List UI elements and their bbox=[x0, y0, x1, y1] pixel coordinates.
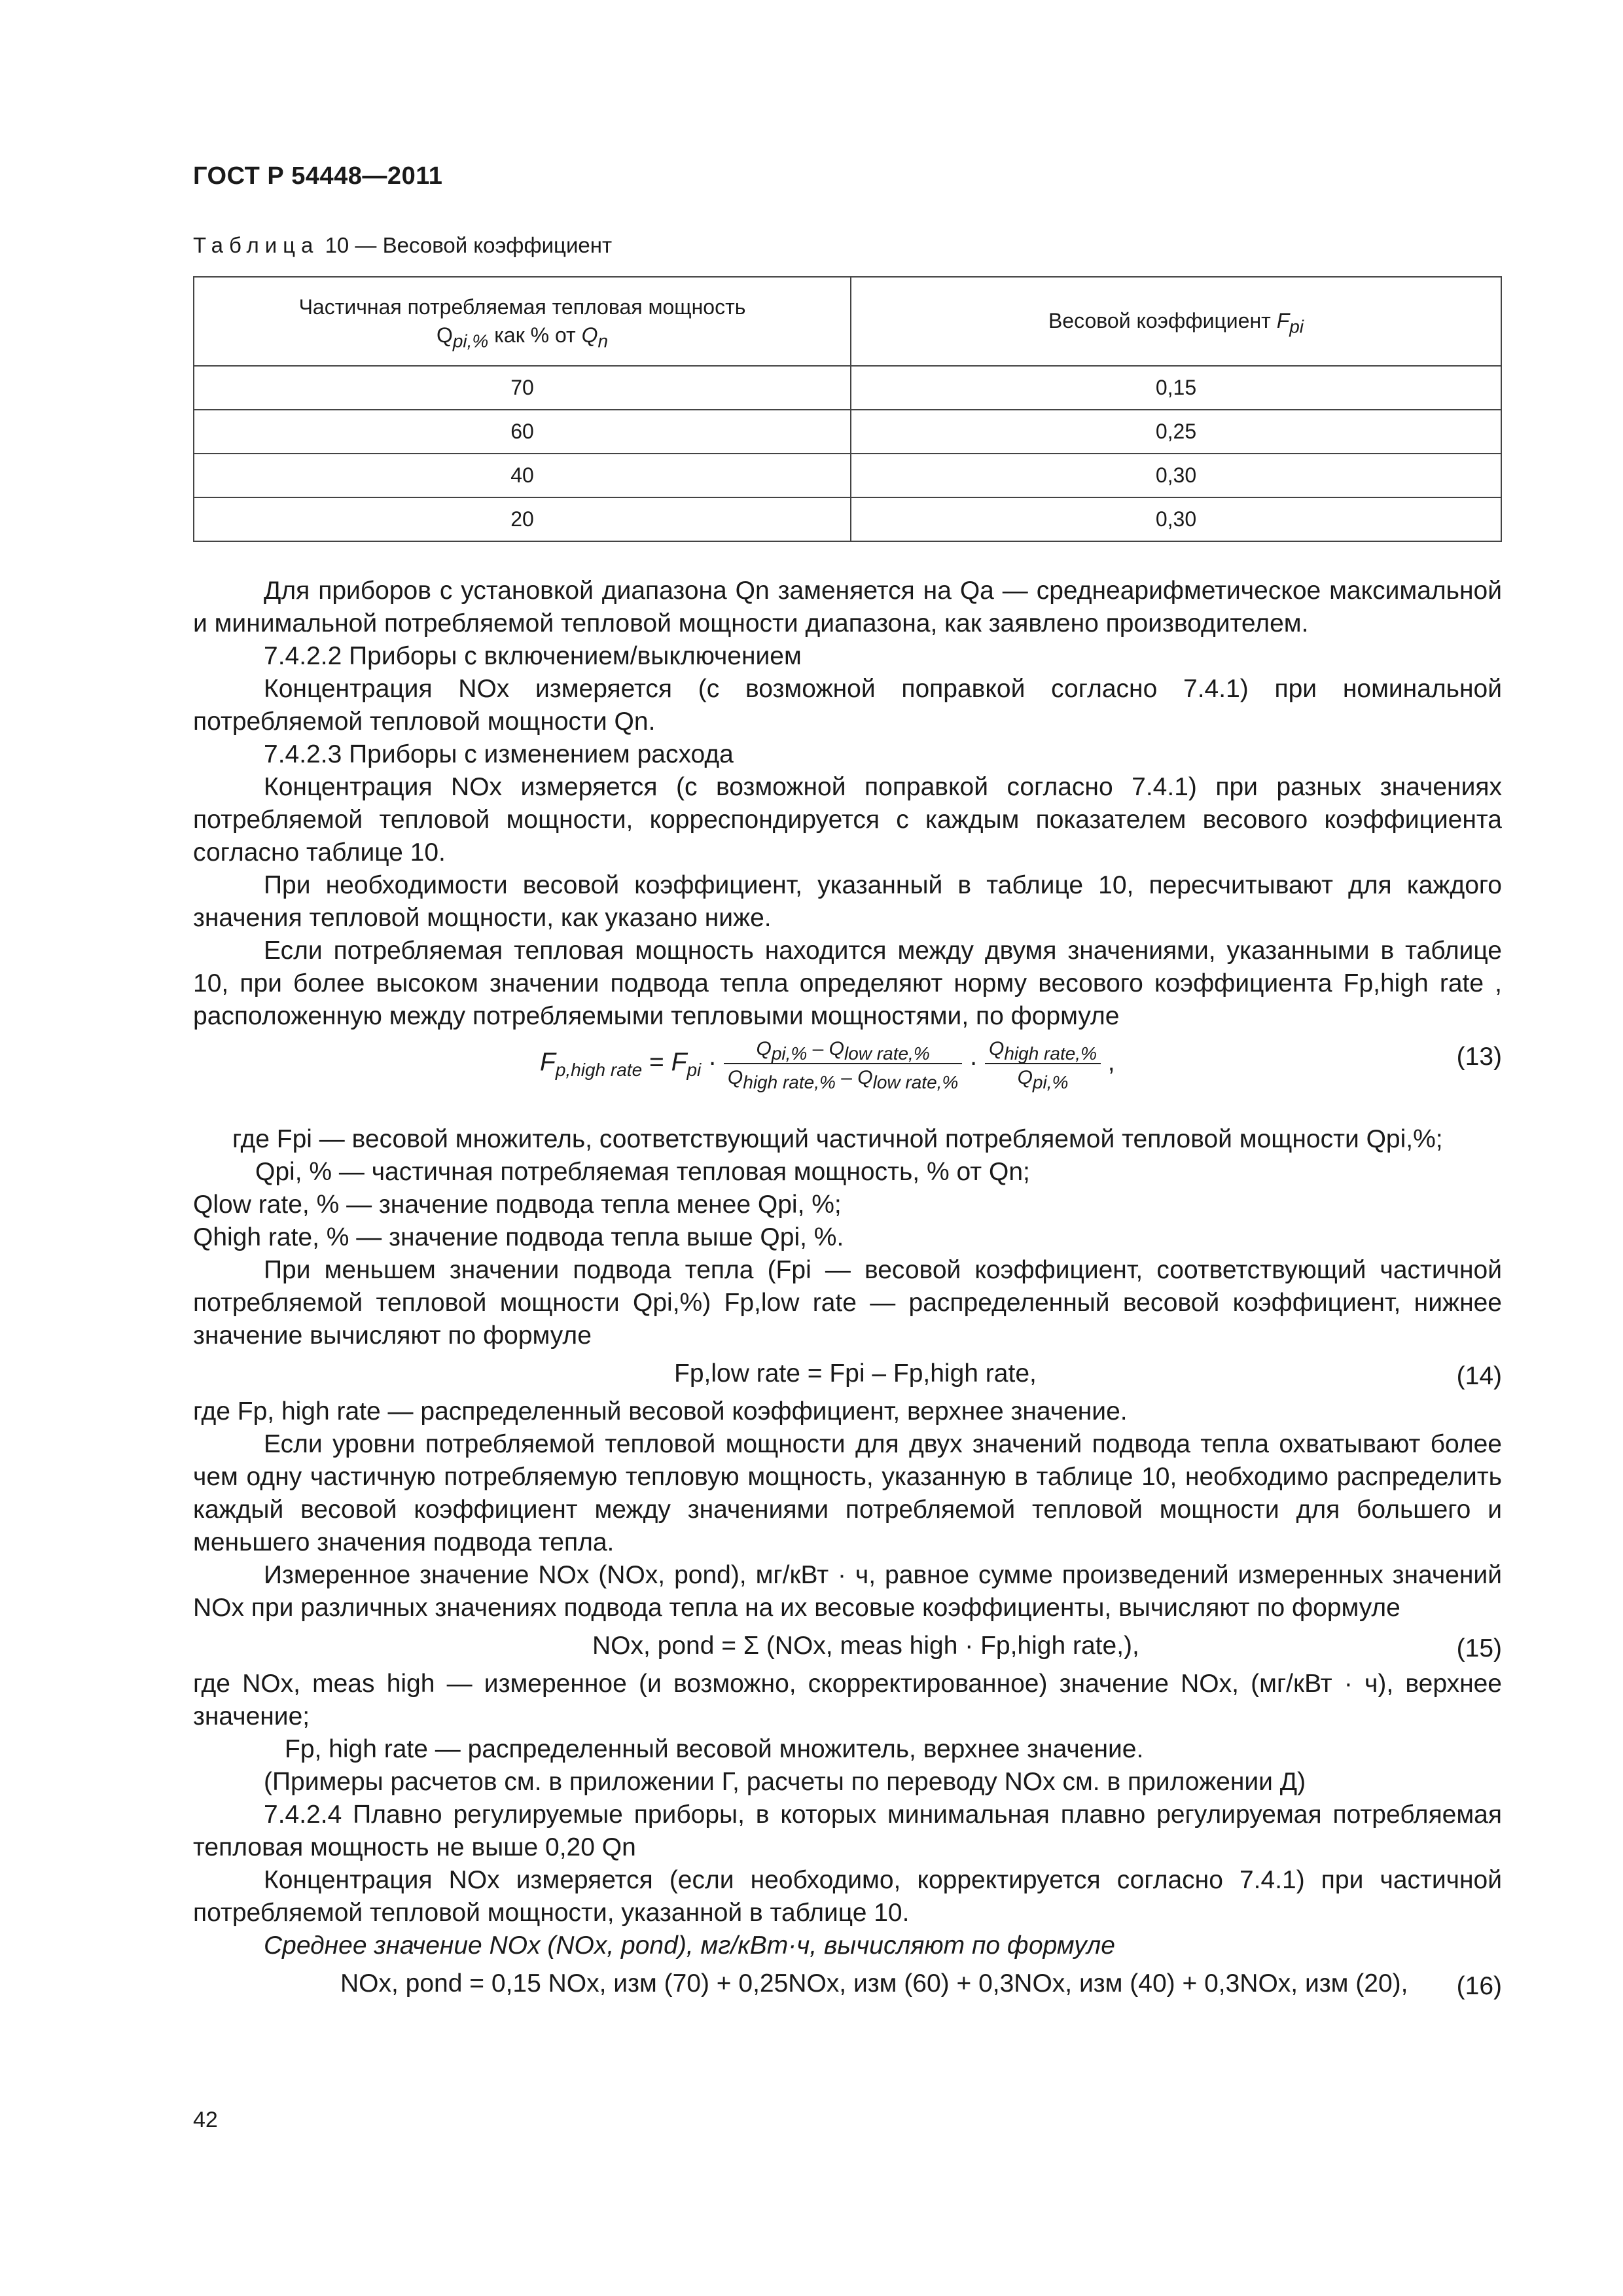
cell-power: 20 bbox=[194, 497, 851, 541]
where-clause: где NOx, meas high — измеренное (и возможно, скорректированное) значение NOx, (мг/кВт · ч), верхнее значение; bbox=[193, 1670, 1502, 1731]
weight-coefficient-table bbox=[193, 276, 1502, 542]
table-caption-word: Таблица bbox=[193, 233, 319, 257]
paragraph: Измеренное значение NOx (NOx, pond), мг/кВт · ч, равное сумме произведений измеренных значений NOx при различных значениях подвода тепла на их весовые коэффициенты, вычисляют по формуле bbox=[193, 1561, 1502, 1622]
cell-weight: 0,30 bbox=[851, 454, 1501, 497]
formula-15 bbox=[193, 1624, 1502, 1668]
equation-number-14: (14) bbox=[1456, 1362, 1502, 1390]
where-clause: где Fp, high rate — распределенный весовой коэффициент, верхнее значение. bbox=[193, 1397, 1128, 1426]
cell-weight: 0,15 bbox=[851, 366, 1501, 410]
section-heading: 7.4.2.2 Приборы с включением/выключением bbox=[264, 642, 802, 670]
document-body bbox=[193, 575, 1502, 2005]
paragraph: Для приборов с установкой диапазона Qn заменяется на Qa — среднеарифметическое максимальной и минимальной потребляемой тепловой мощности диапазона, как заявлено производителем. bbox=[193, 577, 1502, 637]
where-clause: Qpi, % — частичная потребляемая тепловая мощность, % от Qn; bbox=[255, 1158, 1030, 1186]
formula-15-expression: NOx, pond = Σ (NOx, meas high · Fp,high rate,), bbox=[592, 1632, 1139, 1660]
where-clause: Fp, high rate — распределенный весовой множитель, верхнее значение. bbox=[285, 1735, 1144, 1763]
cell-power: 70 bbox=[194, 366, 851, 410]
paragraph: Среднее значение NOx (NOx, pond), мг/кВт·ч, вычисляют по формуле bbox=[264, 1931, 1115, 1960]
equation-number-16: (16) bbox=[1456, 1972, 1502, 2000]
where-clause: Qlow rate, % — значение подвода тепла менее Qpi, %; bbox=[193, 1191, 842, 1219]
header-partial-power: Частичная потребляемая тепловая мощность $Q_{pi,\%}$ как % от $Q_n$ bbox=[194, 277, 851, 366]
cell-weight: 0,30 bbox=[851, 497, 1501, 541]
table-caption-title: 10 — Весовой коэффициент bbox=[325, 233, 613, 257]
where-clause: Qhigh rate, % — значение подвода тепла выше Qpi, %. bbox=[193, 1223, 844, 1251]
formula-13 bbox=[193, 1033, 1502, 1123]
table-row bbox=[194, 410, 1501, 454]
table-row bbox=[194, 454, 1501, 497]
formula-13-fraction-1: $\frac{Q_{pi,\%} - Q_{low rate,\%}}{Q_{high rate,\%} - Q_{low rate,\%}}$ bbox=[724, 1035, 962, 1092]
document-code: ГОСТ Р 54448—2011 bbox=[193, 162, 443, 190]
paragraph: При меньшем значении подвода тепла (Fpi — весовой коэффициент, соответствующий частичной потребляемой тепловой мощности Qpi,%) Fp,low rate — распределенный весовой коэффициент, нижнее значение вычисляют по формуле bbox=[193, 1256, 1502, 1350]
page-number: 42 bbox=[193, 2108, 218, 2132]
paragraph: Концентрация NOx измеряется (с возможной поправкой согласно 7.4.1) при номинальной потребляемой тепловой мощности Qn. bbox=[193, 675, 1502, 736]
formula-13-fraction-2: $\frac{Q_{high rate,\%}}{Q_{pi,\%}}$ bbox=[985, 1035, 1101, 1092]
where-clause: где Fpi — весовой множитель, соответствующий частичной потребляемой тепловой мощности Qpi,%; bbox=[232, 1125, 1443, 1153]
table-header-row bbox=[194, 277, 1501, 366]
paragraph: Если уровни потребляемой тепловой мощности для двух значений подвода тепла охватывают более чем одну частичную потребляемую тепловую мощность, указанную в таблице 10, необходимо распределить каждый весовой коэффициент между значениями потребляемой тепловой мощности для большего и меньшего значения подвода тепла. bbox=[193, 1430, 1502, 1556]
equation-number-15: (15) bbox=[1456, 1634, 1502, 1662]
formula-14-expression: Fp,low rate = Fpi – Fp,high rate, bbox=[674, 1359, 1037, 1388]
table-row bbox=[194, 366, 1501, 410]
formula-16-expression: NOx, pond = 0,15 NOx, изм (70) + 0,25NOx, изм (60) + 0,3NOx, изм (40) + 0,3NOx, изм (20), bbox=[340, 1969, 1408, 1998]
paragraph: Концентрация NOx измеряется (с возможной поправкой согласно 7.4.1) при разных значениях потребляемой тепловой мощности, корреспондируется с каждым показателем весового коэффициента согласно таблице 10. bbox=[193, 773, 1502, 867]
section-heading: 7.4.2.3 Приборы с изменением расхода bbox=[264, 740, 734, 768]
paragraph: (Примеры расчетов см. в приложении Г, расчеты по переводу NOx см. в приложении Д) bbox=[264, 1768, 1306, 1796]
section-heading: 7.4.2.4 Плавно регулируемые приборы, в которых минимальная плавно регулируемая потребляемая тепловая мощность не выше 0,20 Qn bbox=[193, 1801, 1502, 1861]
paragraph: Концентрация NOx измеряется (если необходимо, корректируется согласно 7.4.1) при частичной потребляемой тепловой мощности, указанной в таблице 10. bbox=[193, 1866, 1502, 1927]
formula-16 bbox=[193, 1962, 1502, 2005]
cell-power: 60 bbox=[194, 410, 851, 454]
cell-power: 40 bbox=[194, 454, 851, 497]
equation-number-13: (13) bbox=[1456, 1043, 1502, 1071]
cell-weight: 0,25 bbox=[851, 410, 1501, 454]
table-caption bbox=[193, 233, 612, 258]
formula-13-expression: $F_{p,high rate} = F_{pi}$ · $\frac{Q_{pi,\%} - Q_{low rate,\%}}{Q_{high rate,\%} - Q_{low rate,\%}}$ · $\frac{Q_{high rate,\%}}{Q_{pi,\%}}$ , bbox=[540, 1035, 1115, 1092]
formula-14 bbox=[193, 1352, 1502, 1395]
paragraph: Если потребляемая тепловая мощность находится между двумя значениями, указанными в таблице 10, при более высоком значении подвода тепла определяют норму весового коэффициента Fp,high rate , расположенную между потребляемыми тепловыми мощностями, по формуле bbox=[193, 937, 1502, 1030]
paragraph: При необходимости весовой коэффициент, указанный в таблице 10, пересчитывают для каждого значения тепловой мощности, как указано ниже. bbox=[193, 871, 1502, 932]
table-row bbox=[194, 497, 1501, 541]
header-weight-coefficient: Весовой коэффициент $F_{pi}$ bbox=[851, 277, 1501, 366]
